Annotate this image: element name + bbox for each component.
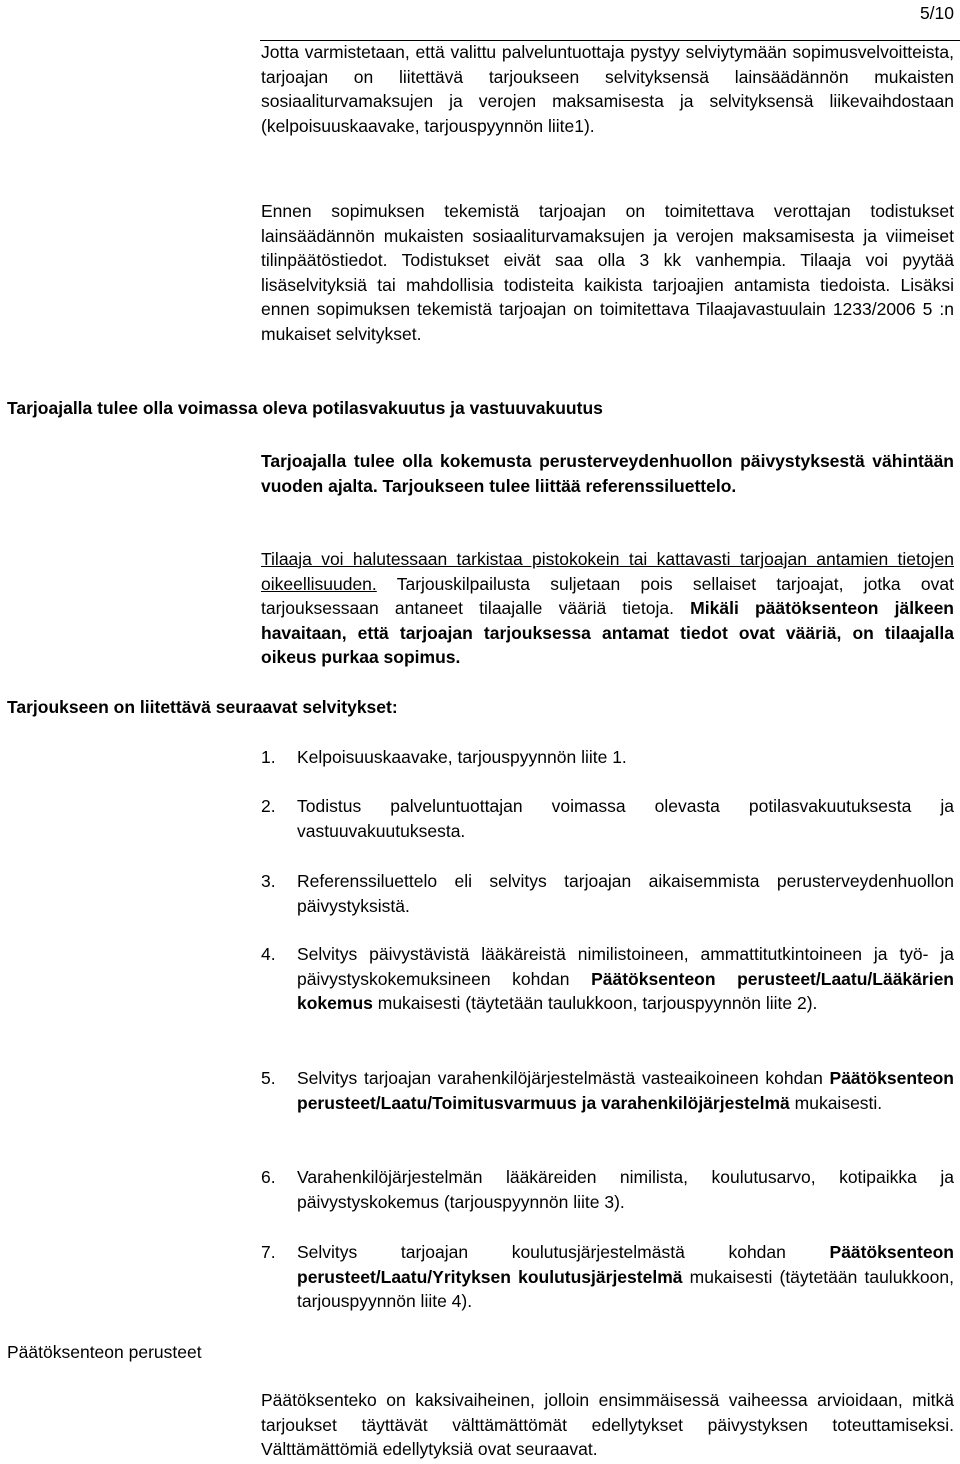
list-number: 5.	[261, 1068, 276, 1088]
list-text	[297, 1066, 954, 1115]
list-text-bold: Päätöksenteon perusteet/Laatu/Toimitusvarmuus ja varahenkilöjärjestelmä	[297, 1068, 954, 1113]
list-text: Varahenkilöjärjestelmän lääkäreiden nimilista, koulutusarvo, kotipaikka ja päivystyskokemus (tarjouspyynnön liite 3).	[297, 1167, 954, 1212]
list-text-bold: Päätöksenteon perusteet/Laatu/Yrityksen koulutusjärjestelmä	[297, 1242, 954, 1287]
list-number: 6.	[261, 1167, 276, 1187]
list-number: 1.	[261, 747, 276, 767]
list-number: 2.	[261, 796, 276, 816]
list-item	[261, 794, 954, 843]
list-text-plain: mukaisesti (täytetään taulukkoon, tarjouspyynnön liite 2).	[372, 993, 818, 1013]
list-text: Referenssiluettelo eli selvitys tarjoajan aikaisemmista perusterveydenhuollon päivystyksistä.	[297, 871, 954, 916]
list-number: 7.	[261, 1242, 276, 1262]
list-text-plain: Selvitys tarjoajan koulutusjärjestelmästä kohdan	[297, 1242, 830, 1262]
list-text-plain: mukaisesti (täytetään taulukkoon, tarjouspyynnön liite 4).	[297, 1266, 954, 1311]
intro-paragraph-2: Ennen sopimuksen tekemistä tarjoajan on toimitettava verottajan todistukset lainsäädännön mukaisten sosiaaliturvamaksujen ja verojen maksamisesta ja viimeiset tilinpäätöstiedot. Todistukset eivät saa olla 3 kk vanhempia. Tilaaja voi pyytää lisäselvityksiä tai mahdollisia todisteita kaikista tarjoajien antamista tiedoista. Lisäksi ennen sopimuksen tekemistä tarjoajan on toimitettava Tilaajavastuulain 1233/2006 5 :n mukaiset selvitykset.	[261, 201, 954, 344]
list-item	[261, 942, 954, 1016]
list-item	[261, 1240, 954, 1314]
list-text	[297, 942, 954, 1016]
decision-heading: Päätöksenteon perusteet	[7, 1342, 202, 1362]
page-number: 5/10	[919, 3, 954, 23]
attachments-heading: Tarjoukseen on liitettävä seuraavat selvitykset:	[7, 697, 398, 717]
list-text	[297, 1240, 954, 1314]
list-text: Todistus palveluntuottajan voimassa olevasta potilasvakuutuksesta ja vastuuvakuutuksesta.	[297, 796, 954, 841]
verification-plain: Tarjouskilpailusta suljetaan pois sellaiset tarjoajat, jotka ovat tarjouksessaan antaneet tilaajalle vääriä tietoja.	[261, 573, 954, 618]
insurance-heading: Tarjoajalla tulee olla voimassa oleva potilasvakuutus ja vastuuvakuutus	[7, 398, 603, 418]
list-text-plain: mukaisesti.	[789, 1092, 883, 1113]
list-number: 4.	[261, 944, 276, 964]
list-item	[261, 1165, 954, 1214]
verification-bold: Mikäli päätöksenteon jälkeen havaitaan, että tarjoajan tarjouksessa antamat tiedot ovat vääriä, on tilaajalla oikeus purkaa sopimus.	[261, 598, 954, 667]
list-item	[261, 745, 954, 770]
verification-underlined: Tilaaja voi halutessaan tarkistaa pistokokein tai kattavasti tarjoajan antamien tietojen oikeellisuuden.	[261, 549, 954, 594]
list-text: Kelpoisuuskaavake, tarjouspyynnön liite 1.	[297, 747, 627, 767]
intro-paragraph-1: Jotta varmistetaan, että valittu palveluntuottaja pystyy selviytymään sopimusvelvoitteista, tarjoajan on liitettävä tarjoukseen selvityksensä lainsäädännön mukaisten sosiaaliturvamaksujen ja verojen maksamisesta ja selvityksensä liikevaihdostaan (kelpoisuuskaavake, tarjouspyynnön liite1).	[261, 42, 954, 136]
verification-paragraph	[261, 547, 954, 670]
list-number: 3.	[261, 871, 276, 891]
list-item	[261, 869, 954, 918]
experience-requirement: Tarjoajalla tulee olla kokemusta perusterveydenhuollon päivystyksestä vähintään vuoden ajalta. Tarjoukseen tulee liittää referenssiluettelo.	[261, 451, 954, 496]
list-item	[261, 1066, 954, 1115]
decision-paragraph: Päätöksenteko on kaksivaiheinen, jolloin ensimmäisessä vaiheessa arvioidaan, mitkä tarjoukset täyttävät välttämättömät edellytykset päivystyksen toteuttamiseksi. Välttämättömiä edellytyksiä ovat seuraavat.	[261, 1390, 954, 1459]
list-text-plain: Selvitys päivystävistä lääkäreistä nimilistoineen, ammattitutkintoineen ja työ- ja päivystyskokemuksineen kohdan	[297, 944, 954, 989]
list-text-plain: Selvitys tarjoajan varahenkilöjärjestelmästä vasteaikoineen kohdan	[297, 1068, 830, 1088]
list-text-bold: Päätöksenteon perusteet/Laatu/Lääkärien kokemus	[297, 968, 954, 1013]
